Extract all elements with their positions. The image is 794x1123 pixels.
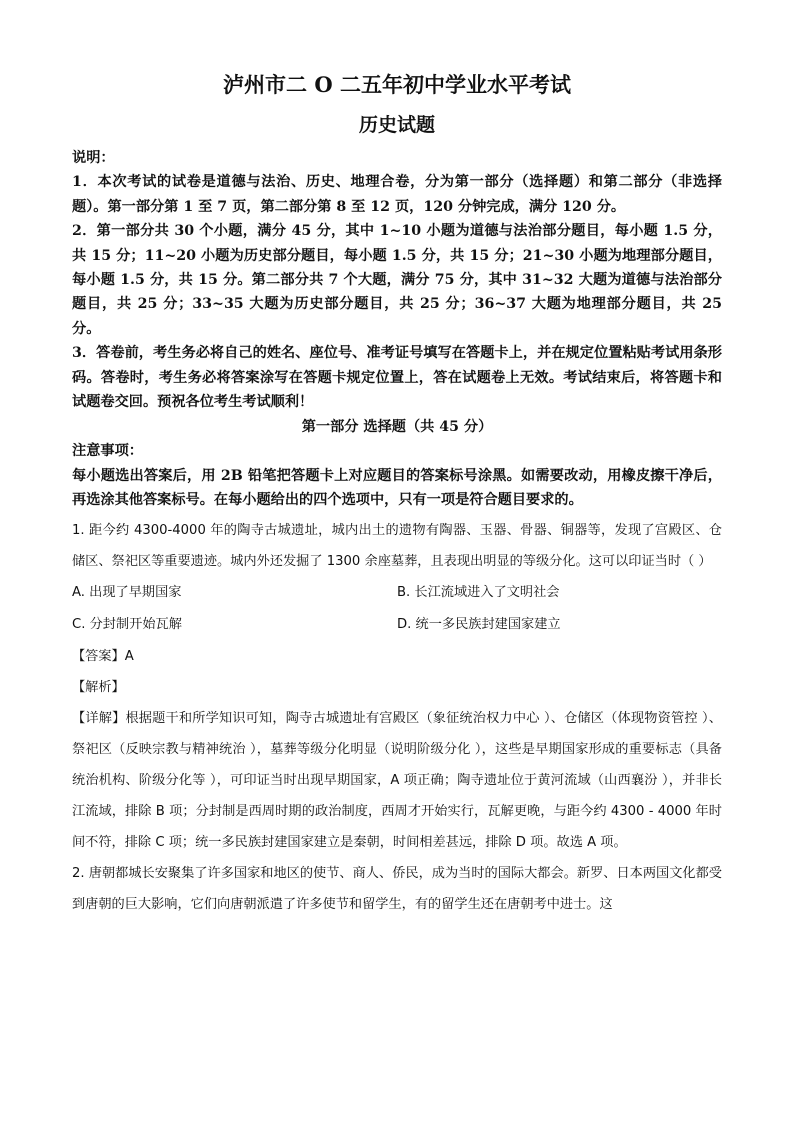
question-2-stem: 2. 唐朝都城长安聚集了许多国家和地区的使节、商人、侨民，成为当时的国际大都会。新罗、日本两国文化都受到唐朝的巨大影响，它们向唐朝派遣了许多使节和留学生，有的留学生还在唐朝考中进士。这: [72, 865, 722, 912]
option-a: A. 出现了早期国家: [72, 584, 182, 600]
instruction-item-1: 1．本次考试的试卷是道德与法治、历史、地理合卷，分为第一部分（选择题）和第二部分（非选择题）。第一部分第 1 至 7 页，第二部分第 8 至 12 页，120 分钟完成，满分 120 分。: [72, 174, 722, 215]
question-1-answer: 【答案】A: [72, 648, 134, 664]
notes-text: 每小题选出答案后，用 2B 铅笔把答题卡上对应题目的答案标号涂黑。如需要改动，用橡皮擦干净后，再选涂其他答案标号。在每小题给出的四个选项中，只有一项是符合题目要求的。: [72, 467, 722, 509]
question-1: [72, 515, 722, 858]
exam-subtitle: 历史试题: [358, 114, 435, 136]
question-1-options: [72, 577, 722, 641]
exam-page: [72, 68, 722, 920]
part-one-title: 第一部分 选择题（共 45 分）: [301, 419, 493, 436]
option-d: D. 统一多民族封建国家建立: [397, 616, 561, 632]
question-1-detail: 【详解】根据题干和所学知识可知，陶寺古城遗址有宫殿区（象征统治权力中心 ）、仓储区（体现物资管控 ）、祭祀区（反映宗教与精神统治 ），墓葬等级分化明显（说明阶级分化 ），这些是早期国家形成的重要标志（具备统治机构、阶级分化等 ），可印证当时出现早期国家，A 项正确；陶寺遗址位于黄河流域（山西襄汾 ），并非长江流域，排除 B 项；分封制是西周时期的政治制度，西周才开始实行，瓦解更晚，与距今约 4300 - 4000 年时间不符，排除 C 项；统一多民族封建国家建立是秦朝，时间相差甚远，排除 D 项。故选 A 项。: [72, 710, 722, 850]
option-c: C. 分封制开始瓦解: [72, 616, 182, 632]
question-1-stem: 1. 距今约 4300-4000 年的陶寺古城遗址，城内出土的遗物有陶器、玉器、骨器、铜器等，发现了宫殿区、仓储区、祭祀区等重要遗迹。城内外还发掘了 1300 余座墓葬，且表现出明显的等级分化。这可以印证当时（ ）: [72, 522, 722, 569]
notes-heading: 注意事项：: [72, 443, 143, 460]
exam-title: 泸州市二 O 二五年初中学业水平考试: [223, 72, 571, 97]
option-b: B. 长江流域进入了文明社会: [397, 584, 560, 600]
instruction-item-3: 3．答卷前，考生务必将自己的姓名、座位号、准考证号填写在答题卡上，并在规定位置粘贴考试用条形码。答卷时，考生务必将答案涂写在答题卡规定位置上，答在试题卷上无效。考试结束后，将答题卡和试题卷交回。预祝各位考生考试顺利！: [72, 345, 722, 411]
instructions-section: [72, 146, 722, 414]
question-1-analysis-heading: 【解析】: [72, 679, 125, 695]
instruction-item-2: 2．第一部分共 30 个小题，满分 45 分，其中 1~10 小题为道德与法治部分题目，每小题 1.5 分，共 15 分；11~20 小题为历史部分题目，每小题 1.5 分，共 15 分；21~30 小题为地理部分题目，每小题 1.5 分，共 15 分。第二部分共 7 个大题，满分 75 分，其中 31~32 大题为道德与法治部分题目，共 25 分；33~35 大题为历史部分题目，共 25 分；36~37 大题为地理部分题目，共 25 分。: [72, 223, 722, 337]
instructions-heading: 说明：: [72, 150, 115, 166]
question-2: [72, 858, 722, 920]
